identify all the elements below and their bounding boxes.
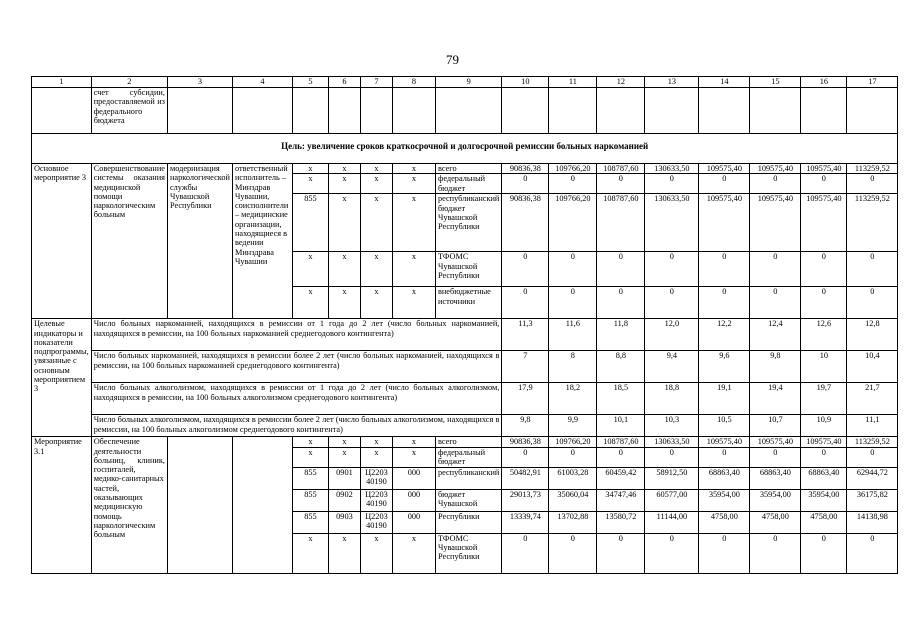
section-code: x	[328, 174, 360, 194]
indicator-text: Число больных наркоманией, находящихся в ремиссии более 2 лет (число больных наркоманией, находящихся в ремиссии, на 100 больных наркоманией среднегодового контингента)	[91, 351, 502, 383]
year-value: 0	[502, 252, 549, 287]
year-value: 0	[801, 533, 847, 573]
indicator-value: 11,6	[549, 319, 597, 351]
year-value: 0	[847, 533, 898, 573]
year-value: 0	[801, 252, 847, 287]
funding-source: республиканский бюджет Чувашской Республики	[435, 194, 501, 252]
year-value: 4758,00	[750, 511, 801, 533]
year-value: 60459,42	[597, 467, 645, 489]
year-value: 113259,52	[847, 437, 898, 447]
grbs-code: x	[292, 252, 328, 287]
grbs-code: x	[292, 437, 328, 447]
year-value: 0	[549, 174, 597, 194]
funding-source: ТФОМС Чувашской Республики	[435, 533, 501, 573]
event-executor: ответственный исполнитель – Минздрав Чувашии, соисполнители – медицинские организации, находящиеся в ведении Минздрава Чувашии	[232, 164, 292, 319]
indicator-value: 8	[549, 351, 597, 383]
grbs-code: x	[292, 447, 328, 467]
year-value: 0	[549, 447, 597, 467]
year-value: 0	[847, 287, 898, 319]
indicator-value: 9,9	[549, 415, 597, 437]
table-row	[32, 437, 898, 447]
indicator-value: 10,4	[847, 351, 898, 383]
column-header: 8	[392, 77, 435, 88]
indicator-value: 11,1	[847, 415, 898, 437]
year-value: 0	[645, 287, 699, 319]
year-value: 13580,72	[597, 511, 645, 533]
indicator-value: 12,0	[645, 319, 699, 351]
year-value: 0	[699, 447, 750, 467]
year-value: 113259,52	[847, 164, 898, 174]
column-header: 15	[750, 77, 801, 88]
expense-code: x	[392, 194, 435, 252]
funding-source: федеральный бюджет	[435, 174, 501, 194]
year-value: 109575,40	[801, 164, 847, 174]
year-value: 108787,60	[597, 194, 645, 252]
column-header: 6	[328, 77, 360, 88]
year-value: 109575,40	[699, 437, 750, 447]
column-header: 11	[549, 77, 597, 88]
indicator-value: 8,8	[597, 351, 645, 383]
grbs-code: x	[292, 174, 328, 194]
year-value: 109575,40	[750, 437, 801, 447]
grbs-code: 855	[292, 511, 328, 533]
expense-code: x	[392, 437, 435, 447]
year-value: 0	[597, 174, 645, 194]
indicator-value: 12,4	[750, 319, 801, 351]
year-value: 13339,74	[502, 511, 549, 533]
year-value: 0	[645, 174, 699, 194]
expense-code: x	[392, 252, 435, 287]
table-cell	[32, 88, 92, 134]
funding-source: внебюджетные источники	[435, 287, 501, 319]
year-value: 0	[750, 287, 801, 319]
year-value: 0	[645, 252, 699, 287]
year-value: 109766,20	[549, 437, 597, 447]
year-value: 0	[502, 447, 549, 467]
expense-code: x	[392, 533, 435, 573]
year-value: 34747,46	[597, 489, 645, 511]
section-code: x	[328, 287, 360, 319]
year-value: 35954,00	[699, 489, 750, 511]
table-cell	[699, 88, 750, 134]
year-value: 4758,00	[801, 511, 847, 533]
year-value: 90836,38	[502, 194, 549, 252]
year-value: 0	[847, 447, 898, 467]
year-value: 0	[750, 533, 801, 573]
target-code: x	[360, 287, 392, 319]
event-label: Основное мероприятие 3	[32, 164, 92, 319]
year-value: 0	[597, 447, 645, 467]
year-value: 0	[597, 533, 645, 573]
table-row	[32, 164, 898, 174]
column-header: 16	[801, 77, 847, 88]
table-cell	[435, 88, 501, 134]
event-label: Мероприятие 3.1	[32, 437, 92, 573]
year-value: 90836,38	[502, 437, 549, 447]
year-value: 0	[750, 174, 801, 194]
indicator-value: 10,7	[750, 415, 801, 437]
funding-source: федеральный бюджет	[435, 447, 501, 467]
table-cell	[167, 88, 232, 134]
column-header: 12	[597, 77, 645, 88]
indicator-value: 11,8	[597, 319, 645, 351]
year-value: 0	[502, 287, 549, 319]
table-cell	[360, 88, 392, 134]
year-value: 35954,00	[750, 489, 801, 511]
year-value: 0	[847, 174, 898, 194]
continuation-text: счет субсидии, предоставляемой из федерального бюджета	[91, 88, 167, 134]
indicator-value: 10	[801, 351, 847, 383]
year-value: 0	[699, 252, 750, 287]
target-code: x	[360, 252, 392, 287]
funding-source: всего	[435, 437, 501, 447]
indicator-value: 9,6	[699, 351, 750, 383]
table-cell	[392, 88, 435, 134]
year-value: 62944,72	[847, 467, 898, 489]
year-value: 109575,40	[750, 164, 801, 174]
year-value: 0	[645, 533, 699, 573]
year-value: 0	[801, 447, 847, 467]
year-value: 0	[801, 174, 847, 194]
table-cell	[328, 88, 360, 134]
event-objective: модернизация наркологической службы Чувашской Республики	[167, 164, 232, 319]
year-value: 60577,00	[645, 489, 699, 511]
table-cell	[801, 88, 847, 134]
section-code: 0903	[328, 511, 360, 533]
year-value: 0	[699, 174, 750, 194]
column-header: 1	[32, 77, 92, 88]
table-cell	[549, 88, 597, 134]
year-value: 0	[750, 447, 801, 467]
year-value: 108787,60	[597, 437, 645, 447]
year-value: 0	[699, 533, 750, 573]
expense-code: x	[392, 287, 435, 319]
indicator-text: Число больных алкоголизмом, находящихся в ремиссии более 2 лет (число больных алкоголизмом, находящихся в ремиссии, на 100 больных алкоголизмом среднегодового контингента)	[91, 415, 502, 437]
table-row	[32, 77, 898, 88]
target-code: x	[360, 174, 392, 194]
year-value: 0	[699, 287, 750, 319]
target-code: Ц2203 40190	[360, 511, 392, 533]
year-value: 4758,00	[699, 511, 750, 533]
indicator-value: 19,4	[750, 383, 801, 415]
indicator-value: 12,2	[699, 319, 750, 351]
year-value: 35060,04	[549, 489, 597, 511]
column-header: 17	[847, 77, 898, 88]
grbs-code: 855	[292, 467, 328, 489]
year-value: 109575,40	[750, 194, 801, 252]
grbs-code: 855	[292, 489, 328, 511]
section-code: x	[328, 194, 360, 252]
table-row	[32, 351, 898, 383]
grbs-code: x	[292, 533, 328, 573]
year-value: 13702,88	[549, 511, 597, 533]
table-cell	[232, 437, 292, 573]
goal-heading: Цель: увеличение сроков краткосрочной и долгосрочной ремиссии больных наркоманией	[32, 134, 898, 164]
year-value: 58912,50	[645, 467, 699, 489]
column-header: 14	[699, 77, 750, 88]
table-cell	[167, 437, 232, 573]
funding-source: Республики	[435, 511, 501, 533]
column-header: 4	[232, 77, 292, 88]
year-value: 109766,20	[549, 194, 597, 252]
funding-source: ТФОМС Чувашской Республики	[435, 252, 501, 287]
table-cell	[645, 88, 699, 134]
grbs-code: 855	[292, 194, 328, 252]
target-code: x	[360, 437, 392, 447]
table-cell	[292, 88, 328, 134]
column-header: 5	[292, 77, 328, 88]
year-value: 0	[549, 533, 597, 573]
table-cell	[502, 88, 549, 134]
table-row	[32, 383, 898, 415]
page-number: 79	[446, 52, 459, 67]
year-value: 50482,91	[502, 467, 549, 489]
indicator-value: 21,7	[847, 383, 898, 415]
indicator-value: 10,9	[801, 415, 847, 437]
section-code: x	[328, 533, 360, 573]
year-value: 109766,20	[549, 164, 597, 174]
year-value: 68863,40	[801, 467, 847, 489]
target-code: Ц2203 40190	[360, 467, 392, 489]
year-value: 68863,40	[750, 467, 801, 489]
grbs-code: x	[292, 164, 328, 174]
year-value: 113259,52	[847, 194, 898, 252]
column-header: 10	[502, 77, 549, 88]
indicator-value: 19,1	[699, 383, 750, 415]
indicator-value: 12,6	[801, 319, 847, 351]
indicator-value: 10,5	[699, 415, 750, 437]
year-value: 130633,50	[645, 437, 699, 447]
year-value: 109575,40	[801, 437, 847, 447]
indicator-value: 18,2	[549, 383, 597, 415]
section-code: x	[328, 252, 360, 287]
year-value: 61003,28	[549, 467, 597, 489]
year-value: 90836,38	[502, 164, 549, 174]
indicator-value: 12,8	[847, 319, 898, 351]
indicator-value: 17,9	[502, 383, 549, 415]
column-header: 13	[645, 77, 699, 88]
year-value: 11144,00	[645, 511, 699, 533]
year-value: 108787,60	[597, 164, 645, 174]
indicator-value: 19,7	[801, 383, 847, 415]
year-value: 0	[549, 287, 597, 319]
expense-code: 000	[392, 489, 435, 511]
year-value: 0	[750, 252, 801, 287]
expense-code: x	[392, 164, 435, 174]
indicator-value: 9,4	[645, 351, 699, 383]
table-row	[32, 415, 898, 437]
year-value: 0	[847, 252, 898, 287]
column-header: 2	[91, 77, 167, 88]
year-value: 109575,40	[699, 194, 750, 252]
year-value: 29013,73	[502, 489, 549, 511]
table-row	[32, 88, 898, 134]
year-value: 0	[549, 252, 597, 287]
target-code: x	[360, 533, 392, 573]
expense-code: 000	[392, 467, 435, 489]
table-cell	[232, 88, 292, 134]
year-value: 35954,00	[801, 489, 847, 511]
column-header: 7	[360, 77, 392, 88]
indicator-value: 7	[502, 351, 549, 383]
funding-source: республиканский	[435, 467, 501, 489]
target-code: x	[360, 164, 392, 174]
indicator-value: 18,5	[597, 383, 645, 415]
grbs-code: x	[292, 287, 328, 319]
expense-code: x	[392, 447, 435, 467]
target-code: x	[360, 194, 392, 252]
table-row	[32, 319, 898, 351]
expense-code: x	[392, 174, 435, 194]
section-code: x	[328, 437, 360, 447]
table-cell	[750, 88, 801, 134]
target-code: Ц2203 40190	[360, 489, 392, 511]
funding-source: бюджет Чувашской	[435, 489, 501, 511]
column-header: 9	[435, 77, 501, 88]
year-value: 130633,50	[645, 194, 699, 252]
year-value: 130633,50	[645, 164, 699, 174]
indicator-value: 11,3	[502, 319, 549, 351]
indicator-value: 9,8	[750, 351, 801, 383]
section-code: 0901	[328, 467, 360, 489]
year-value: 109575,40	[699, 164, 750, 174]
year-value: 109575,40	[801, 194, 847, 252]
indicator-value: 18,8	[645, 383, 699, 415]
year-value: 0	[645, 447, 699, 467]
table-cell	[597, 88, 645, 134]
indicator-value: 9,8	[502, 415, 549, 437]
year-value: 0	[597, 252, 645, 287]
event-name: Совершенствование системы оказания медицинской помощи наркологическим больным	[91, 164, 167, 319]
section-code: x	[328, 447, 360, 467]
expense-code: 000	[392, 511, 435, 533]
target-code: x	[360, 447, 392, 467]
section-code: 0902	[328, 489, 360, 511]
table-cell	[847, 88, 898, 134]
indicator-text: Число больных алкоголизмом, находящихся в ремиссии от 1 года до 2 лет (число больных алкоголизмом, находящихся в ремиссии, на 100 больных алкоголизмом среднегодового контингента)	[91, 383, 502, 415]
funding-source: всего	[435, 164, 501, 174]
indicator-text: Число больных наркоманией, находящихся в ремиссии от 1 года до 2 лет (число больных наркоманией, находящихся в ремиссии, на 100 больных наркоманией среднегодового контингента)	[91, 319, 502, 351]
year-value: 14138,98	[847, 511, 898, 533]
year-value: 0	[801, 287, 847, 319]
table-row	[32, 134, 898, 164]
column-header: 3	[167, 77, 232, 88]
event-name: Обеспечение деятельности больниц, клиник, госпиталей, медико-санитарных частей, оказывающих медицинскую помощь наркологическим больным	[91, 437, 167, 573]
indicator-value: 10,1	[597, 415, 645, 437]
year-value: 36175,82	[847, 489, 898, 511]
section-code: x	[328, 164, 360, 174]
indicators-label: Целевые индикаторы и показатели подпрограммы, увязанные с основным мероприятием 3	[32, 319, 92, 437]
year-value: 0	[502, 533, 549, 573]
budget-table	[31, 76, 898, 574]
year-value: 0	[597, 287, 645, 319]
year-value: 68863,40	[699, 467, 750, 489]
year-value: 0	[502, 174, 549, 194]
indicator-value: 10,3	[645, 415, 699, 437]
